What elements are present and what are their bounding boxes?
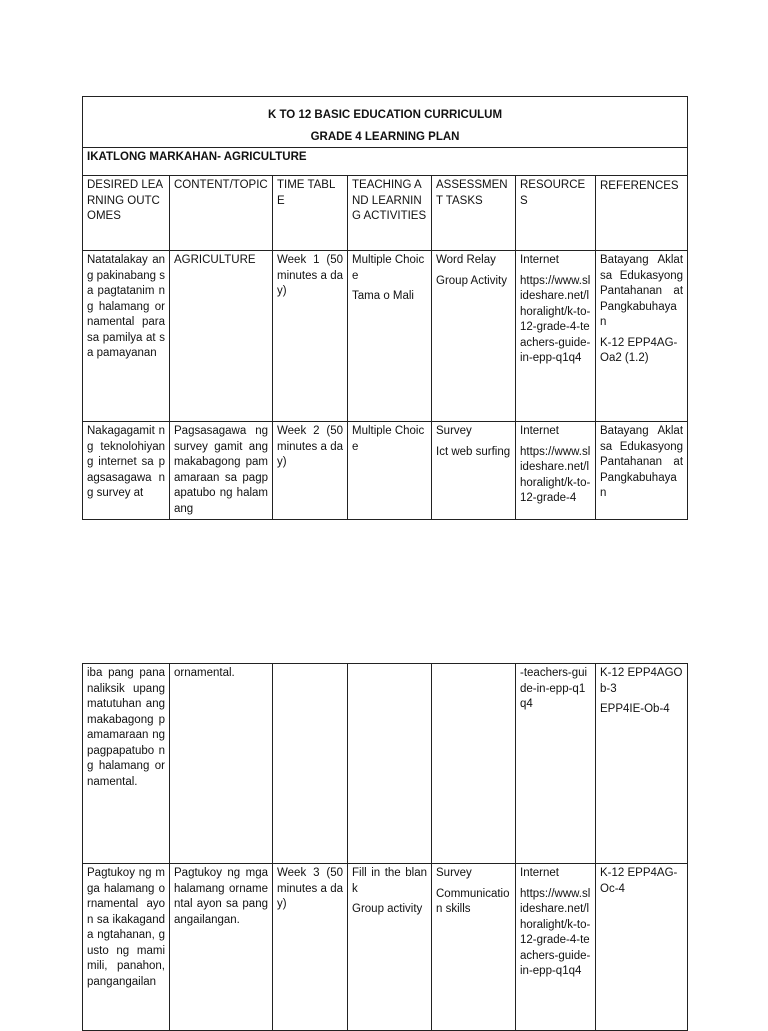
resource-item: Internet [520,254,559,266]
reference-item: K-12 EPP4AGOb-3 [600,667,683,695]
resources-cell [516,422,596,520]
assessment-item: Ict web surfing [436,445,511,458]
resource-link: https://www.slideshare.net/lhoralight/k-to-12-grade-4 [520,445,591,504]
assessment-cell [432,664,516,864]
time-cell: Week 3 (50 minutes a day) [273,864,348,1031]
table-row [83,422,688,520]
table-title-cell [83,97,688,148]
resource-item: Internet [520,425,559,437]
reference-item: EPP4IE-Ob-4 [600,703,670,715]
activity-item: Multiple Choice [352,254,425,282]
learning-plan-table-continued [82,663,688,1031]
activity-item: Group activity [352,903,423,915]
activity-item: Fill in the blank [352,867,427,895]
header-content: CONTENT/TOPIC [170,176,273,251]
time-cell: Week 2 (50 minutes a day) [273,422,348,520]
assessment-item: Survey [436,425,472,437]
assessment-cell [432,864,516,1031]
activity-item: Multiple Choice [352,425,425,453]
outcome-cell: iba pang pananaliksik upang matutuhan ang makabagong pamamaraan ng pagpapatubo ng halamang ornamental. [83,664,170,864]
reference-item: K-12 EPP4AG-Oc-4 [600,867,678,895]
table-subtitle: GRADE 4 LEARNING PLAN [310,131,460,143]
references-cell [596,864,688,1031]
content-cell: Pagtukoy ng mga halamang ornamental ayon sa pangangailangan. [170,864,273,1031]
activity-item: Tama o Mali [352,290,414,302]
activities-cell [348,664,432,864]
header-references: REFERENCES [596,176,688,251]
references-cell [596,251,688,422]
content-cell: Pagsasagawa ng survey gamit ang makabagong pamamaraan sa pagpapatubo ng halamang [170,422,273,520]
outcome-cell: Natatalakay ang pakinabang sa pagtatanim ng halamang ornamental para sa pamilya at sa pamayanan [83,251,170,422]
assessment-cell [432,422,516,520]
content-cell: AGRICULTURE [170,251,273,422]
resource-link: https://www.slideshare.net/lhoralight/k-to-12-grade-4-teachers-guide-in-epp-q1q4 [520,887,591,977]
time-cell: Week 1 (50 minutes a day) [273,251,348,422]
outcome-cell [83,864,170,1031]
references-cell [596,664,688,864]
table-row [83,864,688,1031]
table-row [83,251,688,422]
header-activities: TEACHING AND LEARNING ACTIVITIES [348,176,432,251]
quarter-heading: IKATLONG MARKAHAN- AGRICULTURE [83,148,688,176]
activities-cell [348,864,432,1031]
resources-cell [516,664,596,864]
reference-item: K-12 EPP4AG-Oa2 (1.2) [600,336,678,364]
header-resources: RESOURCES [516,176,596,251]
header-assessment: ASSESSMENT TASKS [432,176,516,251]
resource-link: -teachers-guide-in-epp-q1q4 [520,667,588,710]
activities-cell [348,251,432,422]
resource-item: Internet [520,867,559,879]
resources-cell [516,251,596,422]
outcome-text: Pagtukoy ng mga halamang ornamental ayon sa ikakaganda ngtahanan, gusto ng mamimili, panahon, pangangailan [87,867,165,988]
assessment-item: Survey [436,867,472,879]
learning-plan-table [82,96,688,520]
time-cell [273,664,348,864]
column-header-row [83,176,688,251]
header-outcomes: DESIRED LEARNING OUTCOMES [83,176,170,251]
assessment-item: Communication skills [436,887,510,915]
assessment-item: Word Relay [436,254,496,266]
resource-link: https://www.slideshare.net/lhoralight/k-to-12-grade-4-teachers-guide-in-epp-q1q4 [520,274,591,364]
table-title: K TO 12 BASIC EDUCATION CURRICULUM [267,109,503,121]
reference-item: Batayang Aklat sa Edukasyong Pantahanan at Pangkabuhayan [600,425,684,499]
outcome-cell: Nakagagamit ng teknolohiyang internet sa pagsasagawa ng survey at [83,422,170,520]
content-cell: ornamental. [170,664,273,864]
assessment-item: Group Activity [436,274,507,287]
resources-cell [516,864,596,1031]
header-timetable: TIME TABLE [273,176,348,251]
assessment-cell [432,251,516,422]
reference-item: Batayang Aklat sa Edukasyong Pantahanan at Pangkabuhayan [600,254,684,328]
activities-cell [348,422,432,520]
table-row [83,664,688,864]
references-cell [596,422,688,520]
